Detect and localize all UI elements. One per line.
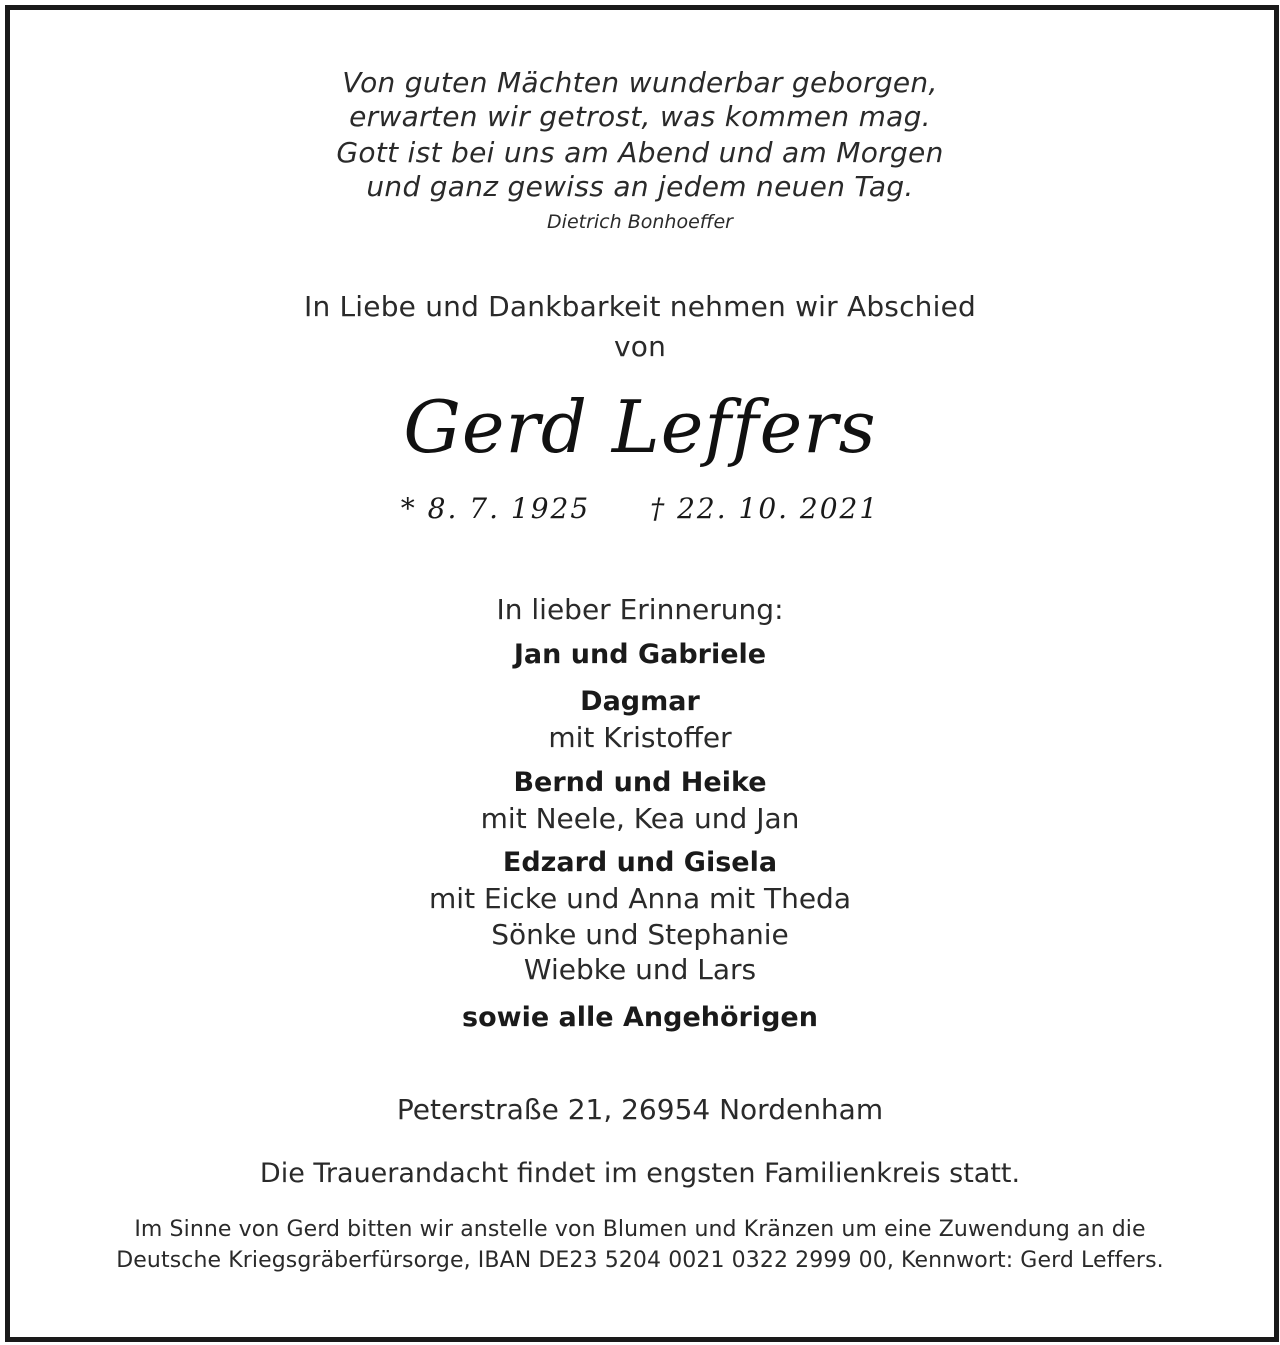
mourner-group-main: Bernd und Heike (513, 767, 767, 798)
poem-line-2: erwarten wir getrost, was kommen mag. (349, 100, 931, 133)
death-date: † 22. 10. 2021 (650, 492, 880, 525)
mourner-group-main: Jan und Gabriele (513, 639, 767, 670)
mourner-group-sub: mit Kristoffer (548, 721, 732, 754)
intro-line-1: In Liebe und Dankbarkeit nehmen wir Abschied (304, 290, 976, 323)
donation-line-1: Im Sinne von Gerd bitten wir anstelle von Blumen und Kränzen um eine Zuwendung an die (134, 1217, 1146, 1242)
life-dates (0, 492, 1280, 525)
mourner-group-sub: Sönke und Stephanie (491, 918, 789, 951)
mourner-group-sub: mit Eicke und Anna mit Theda (429, 882, 851, 915)
poem-line-1: Von guten Mächten wunderbar geborgen, (342, 66, 938, 99)
poem-author: Dietrich Bonhoeffer (547, 211, 733, 233)
mourner-group-sub: mit Neele, Kea und Jan (480, 802, 800, 835)
poem-line-4: und ganz gewiss an jedem neuen Tag. (366, 170, 914, 203)
mourner-group-sub: Wiebke und Lars (523, 953, 757, 986)
deceased-name: Gerd Leffers (403, 385, 877, 469)
mourners-heading: In lieber Erinnerung: (496, 593, 784, 626)
mourner-group-main: Edzard und Gisela (502, 847, 778, 878)
mourner-group-main: Dagmar (580, 686, 700, 717)
donation-line-2: Deutsche Kriegsgräberfürsorge, IBAN DE23 5204 0021 0322 2999 00, Kennwort: Gerd Leffers. (116, 1248, 1164, 1273)
mourners-closing: sowie alle Angehörigen (462, 1002, 818, 1033)
address: Peterstraße 21, 26954 Nordenham (396, 1093, 884, 1126)
birth-date: * 8. 7. 1925 (400, 492, 591, 525)
intro-line-2: von (613, 330, 667, 363)
poem-line-3: Gott ist bei uns am Abend und am Morgen (336, 136, 944, 169)
obituary-frame (5, 5, 1279, 1342)
service-notice: Die Trauerandacht findet im engsten Familienkreis statt. (259, 1158, 1021, 1189)
